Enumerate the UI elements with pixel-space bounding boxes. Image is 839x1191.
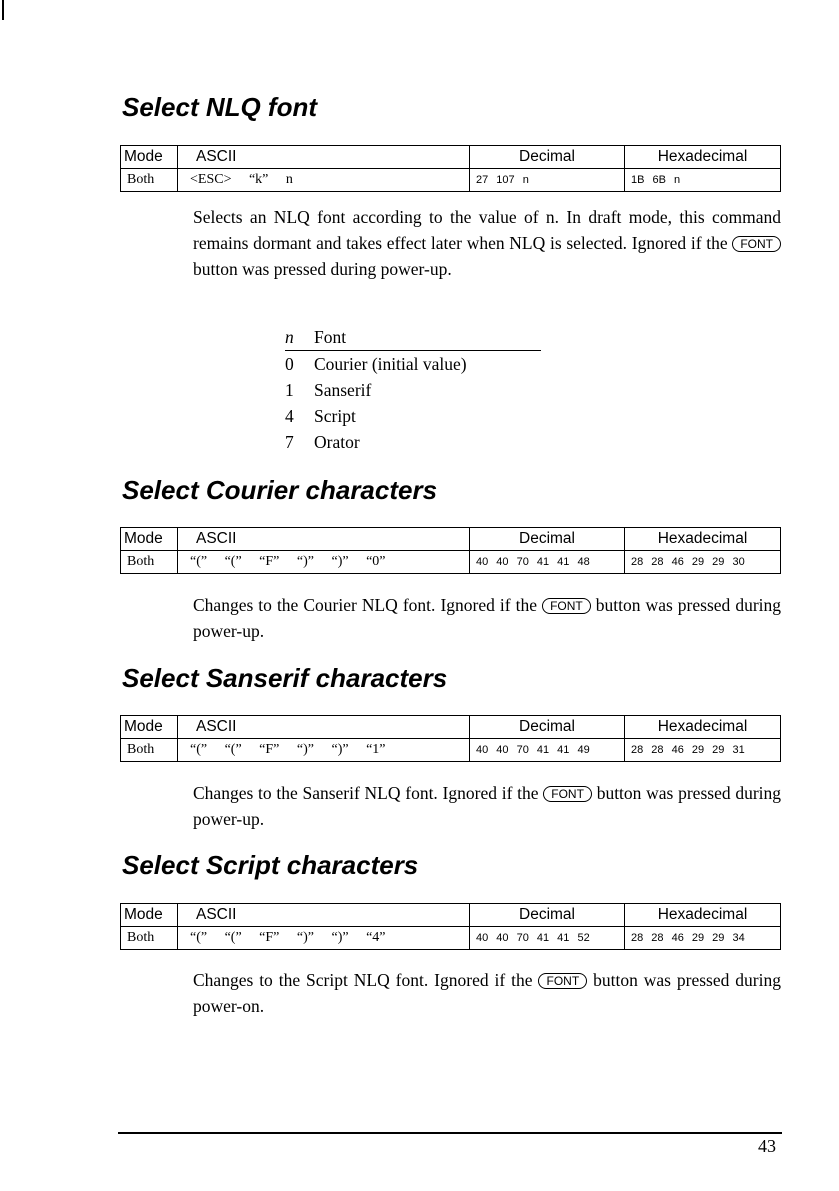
cell-hexadecimal: 28 28 46 29 29 31	[625, 739, 781, 762]
cell-ascii: “(” “(” “F” “)” “)” “1”	[178, 739, 470, 762]
font-table-font: Courier (initial value)	[314, 354, 467, 374]
cell-decimal: 27 107 n	[470, 169, 625, 192]
font-table-row	[285, 403, 541, 429]
page-number: 43	[758, 1136, 776, 1156]
description-text: button was pressed during power-up.	[193, 595, 782, 641]
header-mode: Mode	[121, 904, 178, 927]
section-description	[193, 780, 781, 832]
header-ascii: ASCII	[178, 528, 470, 551]
description-text: button was pressed during power-on.	[193, 970, 782, 1016]
cell-mode: Both	[121, 927, 178, 950]
description-text: Changes to the Sanserif NLQ font. Ignored if the	[193, 783, 539, 803]
font-table-row	[285, 351, 541, 377]
command-table-sanserif	[120, 715, 781, 762]
header-mode: Mode	[121, 528, 178, 551]
cell-ascii: “(” “(” “F” “)” “)” “4”	[178, 927, 470, 950]
header-decimal: Decimal	[470, 528, 625, 551]
cell-mode: Both	[121, 551, 178, 574]
header-ascii: ASCII	[178, 904, 470, 927]
cell-ascii: <ESC> “k” n	[178, 169, 470, 192]
header-hexadecimal: Hexadecimal	[625, 528, 781, 551]
scan-edge-mark	[2, 0, 4, 20]
font-button: FONT	[543, 786, 592, 802]
header-hexadecimal: Hexadecimal	[625, 146, 781, 169]
command-table-nlq-font	[120, 145, 781, 192]
description-text: Selects an NLQ font according to the value of n. In draft mode, this command remains dormant and takes effect later when NLQ is selected. Ignored if the	[193, 207, 781, 253]
header-decimal: Decimal	[470, 716, 625, 739]
font-table-row	[285, 429, 541, 455]
font-table-row	[285, 377, 541, 403]
font-table-n: 4	[285, 406, 294, 426]
description-text: Changes to the Courier NLQ font. Ignored if the	[193, 595, 538, 615]
font-table-n: 1	[285, 380, 294, 400]
font-table-n: 7	[285, 432, 294, 452]
header-mode: Mode	[121, 146, 178, 169]
section-title-sanserif: Select Sanserif characters	[122, 663, 448, 693]
cell-ascii: “(” “(” “F” “)” “)” “0”	[178, 551, 470, 574]
description-text: Changes to the Script NLQ font. Ignored if the	[193, 970, 533, 990]
cell-mode: Both	[121, 739, 178, 762]
description-text: button was pressed during power-up.	[193, 783, 782, 829]
header-hexadecimal: Hexadecimal	[625, 716, 781, 739]
cell-decimal: 40 40 70 41 41 52	[470, 927, 625, 950]
cell-hexadecimal: 28 28 46 29 29 30	[625, 551, 781, 574]
header-ascii: ASCII	[178, 146, 470, 169]
header-mode: Mode	[121, 716, 178, 739]
footer-rule	[118, 1132, 782, 1134]
font-table-font: Orator	[314, 432, 360, 452]
font-button: FONT	[538, 973, 587, 989]
section-description	[193, 967, 781, 1019]
command-table-courier	[120, 527, 781, 574]
font-table-n: 0	[285, 354, 294, 374]
cell-decimal: 40 40 70 41 41 49	[470, 739, 625, 762]
description-text: button was pressed during power-up.	[193, 259, 452, 279]
font-table-font: Sanserif	[314, 380, 372, 400]
font-table-header-n: n	[285, 327, 294, 347]
header-decimal: Decimal	[470, 904, 625, 927]
section-title-nlq-font: Select NLQ font	[122, 92, 318, 122]
section-description	[193, 592, 781, 644]
font-button: FONT	[732, 236, 781, 252]
header-ascii: ASCII	[178, 716, 470, 739]
header-hexadecimal: Hexadecimal	[625, 904, 781, 927]
font-table-font: Script	[314, 406, 356, 426]
section-title-script: Select Script characters	[122, 850, 419, 880]
font-button: FONT	[542, 598, 591, 614]
cell-decimal: 40 40 70 41 41 48	[470, 551, 625, 574]
font-table-header	[285, 324, 541, 351]
cell-hexadecimal: 1B 6B n	[625, 169, 781, 192]
font-table-header-font: Font	[314, 327, 347, 347]
section-title-courier: Select Courier characters	[122, 475, 438, 505]
section-description	[193, 204, 781, 282]
cell-mode: Both	[121, 169, 178, 192]
header-decimal: Decimal	[470, 146, 625, 169]
command-table-script	[120, 903, 781, 950]
font-value-table	[285, 324, 541, 455]
cell-hexadecimal: 28 28 46 29 29 34	[625, 927, 781, 950]
